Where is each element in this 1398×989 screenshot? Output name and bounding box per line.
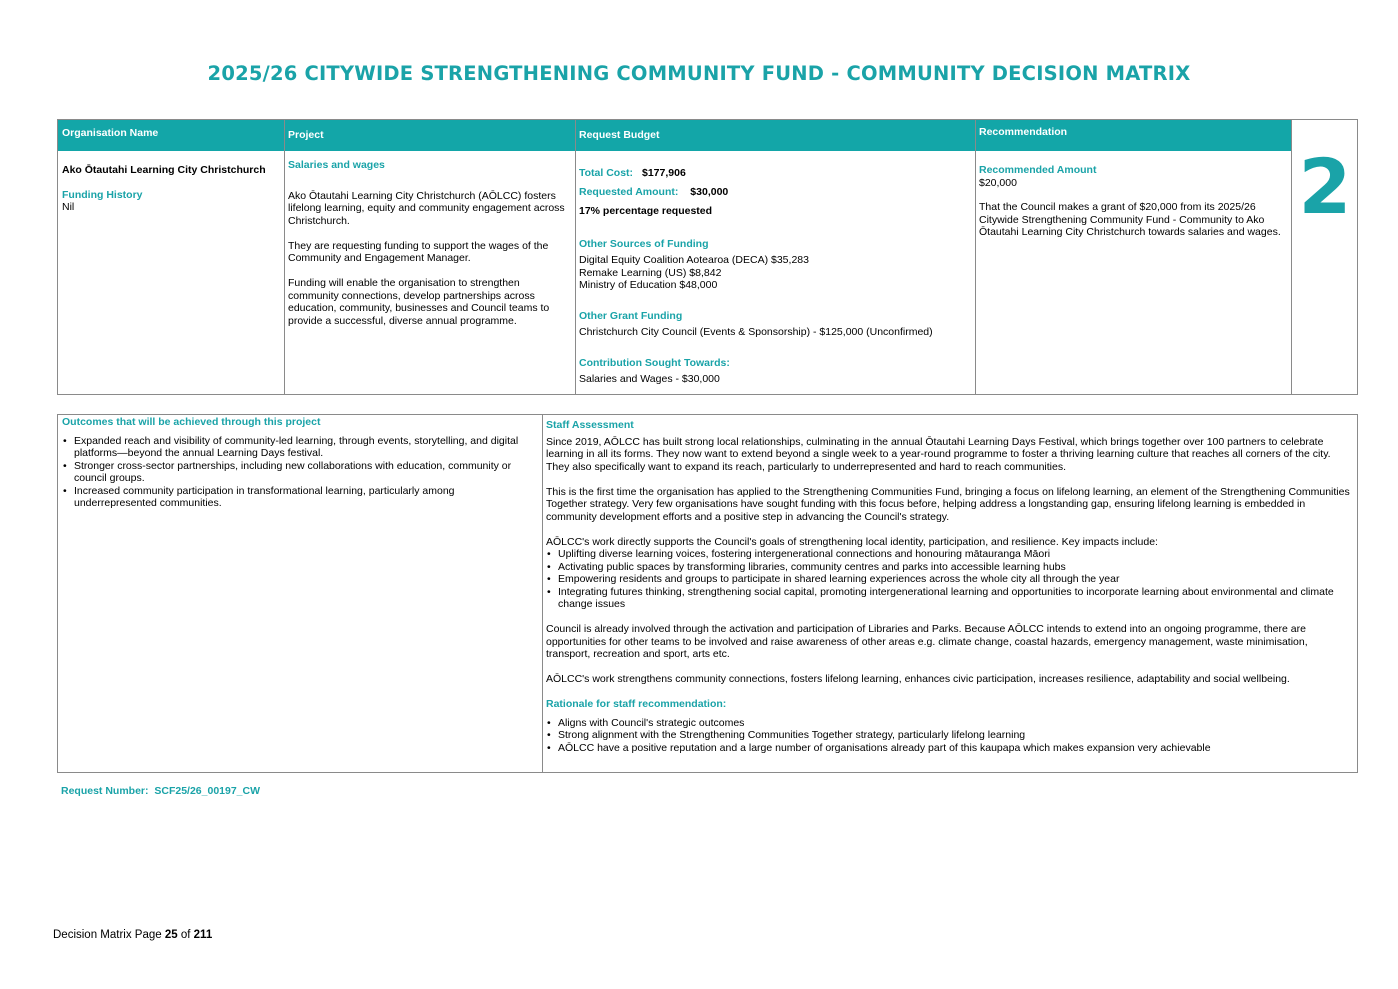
column-divider	[542, 415, 543, 772]
total-cost-row	[579, 167, 973, 180]
project-paragraph: Funding will enable the organisation to strengthen community connections, develop partnerships across education, community, businesses and Council teams to provide a successful, diverse annual programme.	[288, 277, 550, 327]
staff-assessment-cell	[546, 419, 1352, 754]
requested-amount-label: Requested Amount:	[579, 185, 679, 198]
other-source-item: Digital Equity Coalition Aotearoa (DECA) $35,283	[579, 254, 809, 266]
header-organisation-name: Organisation Name	[62, 127, 159, 139]
contribution-label: Contribution Sought Towards:	[579, 356, 730, 369]
list-item: • Stronger cross-sector partnerships, including new collaborations with education, community or council groups.	[62, 460, 538, 485]
list-item: • Increased community participation in transformational learning, particularly among underrepresented communities.	[62, 485, 538, 510]
total-cost-label: Total Cost:	[579, 167, 634, 179]
requested-amount-value: $30,000	[690, 185, 729, 198]
other-sources-list	[579, 254, 973, 292]
staff-assessment-body	[546, 436, 1352, 686]
list-item: • Uplifting diverse learning voices, fostering intergenerational connections and honouring mātauranga Māori	[546, 548, 1352, 561]
list-item: • Empowering residents and groups to participate in shared learning experiences across the whole city all through the year	[546, 573, 1352, 586]
project-paragraph: Ako Ōtautahi Learning City Christchurch (AŌLCC) fosters lifelong learning, equity and community engagement across Christchurch.	[288, 189, 565, 227]
project-paragraph: They are requesting funding to support the wages of the Community and Engagement Manager.	[288, 239, 549, 264]
assessment-paragraph: AŌLCC's work directly supports the Council's goals of strengthening local identity, participation, and resilience. Key impacts include:	[546, 535, 1158, 548]
column-divider	[975, 120, 976, 394]
assessment-paragraph: Council is already involved through the activation and participation of Libraries and Parks. Because AŌLCC intends to extend into an ongoing programme, there are opportunities for other teams to be involved and raise awareness of other areas e.g. climate change, coastal hazards, emergency management, waste minimisation, transport, recreation and sport, arts etc.	[546, 623, 1308, 660]
other-source-item: Ministry of Education $48,000	[579, 279, 718, 291]
page-title: 2025/26 CITYWIDE STRENGTHENING COMMUNITY FUND - COMMUNITY DECISION MATRIX	[207, 62, 1191, 85]
rationale-list	[546, 717, 1352, 755]
total-cost-value: $177,906	[641, 167, 686, 179]
request-number-value: SCF25/26_00197_CW	[154, 785, 261, 797]
list-item: • Strong alignment with the Strengthening Communities Together strategy, particularly lifelong learning	[546, 729, 1352, 742]
contribution-value: Salaries and Wages - $30,000	[579, 373, 720, 385]
request-number	[61, 785, 260, 798]
outcomes-list	[62, 435, 538, 510]
project-description	[288, 190, 572, 328]
column-divider	[284, 120, 285, 394]
rationale-label: Rationale for staff recommendation:	[546, 698, 727, 710]
organisation-name: Ako Ōtautahi Learning City Christchurch	[62, 164, 266, 176]
header-project: Project	[288, 129, 324, 141]
header-recommendation: Recommendation	[979, 126, 1068, 138]
staff-assessment-label: Staff Assessment	[546, 419, 634, 431]
requested-amount-row	[579, 186, 973, 199]
list-item: • Activating public spaces by transforming libraries, community centres and parks into accessible learning hubs	[546, 561, 1352, 574]
project-cell	[288, 159, 572, 340]
outcomes-label: Outcomes that will be achieved through this project	[62, 416, 321, 428]
list-item: • Integrating futures thinking, strengthening social capital, promoting intergenerational learning and opportunities to incorporate learning about environmental and climate change issues	[546, 586, 1352, 611]
organisation-cell	[62, 164, 280, 214]
recommendation-text: That the Council makes a grant of $20,000 from its 2025/26 Citywide Strengthening Community Fund - Community to Ako Ōtautahi Learning City Christchurch towards salaries and wages.	[979, 201, 1281, 238]
budget-cell	[579, 167, 973, 386]
footer-total-pages: 211	[193, 929, 213, 941]
list-item: • Expanded reach and visibility of community-led learning, through events, storytelling, and digital platforms—beyond the annual Learning Days festival.	[62, 435, 538, 460]
assessment-table	[57, 414, 1358, 773]
outcomes-cell	[62, 416, 538, 510]
assessment-paragraph: AŌLCC's work strengthens community connections, fosters lifelong learning, enhances civic participation, increases resilience, adaptability and social wellbeing.	[546, 673, 1290, 685]
page-footer	[53, 929, 212, 942]
funding-history-value: Nil	[62, 201, 75, 213]
percentage-requested: 17% percentage requested	[579, 205, 713, 217]
project-title: Salaries and wages	[288, 159, 385, 171]
footer-page-number: 25	[164, 929, 178, 941]
list-item: • AŌLCC have a positive reputation and a large number of organisations already part of this kaupapa which makes expansion very achievable	[546, 742, 1352, 755]
other-grant-value: Christchurch City Council (Events & Sponsorship) - $125,000 (Unconfirmed)	[579, 326, 933, 338]
assessment-paragraph: Since 2019, AŌLCC has built strong local relationships, culminating in the annual Ōtautahi Learning Days Festival, which brings together over 100 partners to celebrate learning in all its forms. They now want to extend beyond a single week to a year-round programme to foster a thriving learning culture that reaches all corners of the city. They also specifically want to expand its reach, particularly to underrepresented and hard to reach communities.	[546, 435, 1331, 473]
assessment-paragraph: This is the first time the organisation has applied to the Strengthening Communities Fund, bringing a focus on lifelong learning, an element of the Strengthening Communities Together strategy. Very few organisations have sought funding with this focus before, helping address a longstanding gap, ensuring lifelong learning is embedded in community development efforts and a positive step in advancing the Council's strategy.	[546, 485, 1350, 523]
column-divider	[575, 120, 576, 394]
impacts-list	[546, 548, 1352, 611]
recommendation-cell	[979, 164, 1288, 239]
request-number-label: Request Number:	[61, 785, 149, 797]
priority-number: 2	[1298, 142, 1352, 231]
recommended-amount-label: Recommended Amount	[979, 164, 1097, 176]
header-request-budget: Request Budget	[579, 129, 660, 141]
funding-history-label: Funding History	[62, 188, 143, 201]
other-source-item: Remake Learning (US) $8,842	[579, 266, 722, 279]
recommended-amount-value: $20,000	[979, 176, 1017, 189]
list-item: • Aligns with Council's strategic outcomes	[546, 717, 1352, 730]
footer-of: of	[180, 929, 191, 941]
other-sources-label: Other Sources of Funding	[579, 237, 709, 250]
table-header-row	[58, 120, 1291, 151]
footer-label: Decision Matrix Page	[53, 929, 162, 941]
column-divider	[1291, 120, 1292, 394]
other-grant-label: Other Grant Funding	[579, 309, 683, 322]
decision-table	[57, 119, 1358, 395]
